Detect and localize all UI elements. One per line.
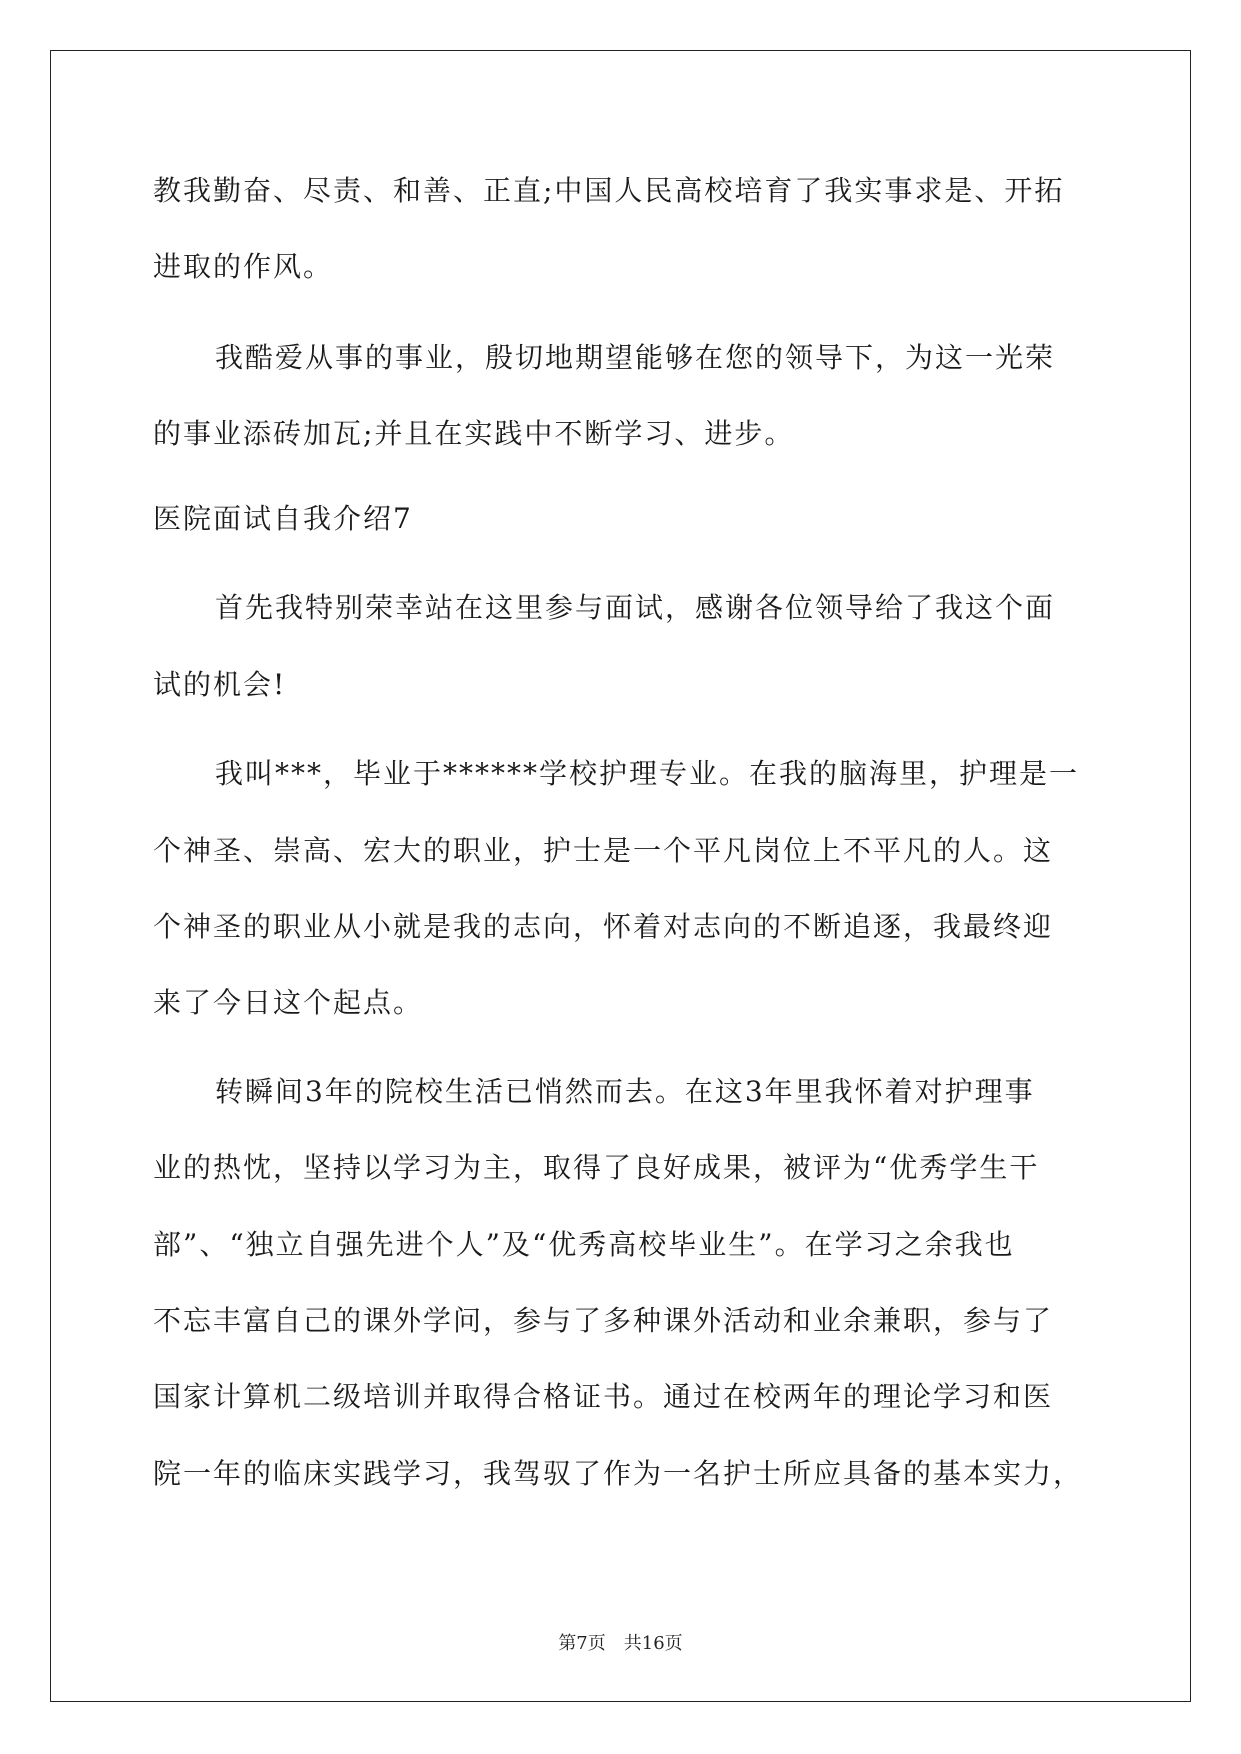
paragraph-start-line: 我叫***，毕业于******学校护理专业。在我的脑海里，护理是一 [215,757,1080,790]
text-line: 教我勤奋、尽责、和善、正直;中国人民高校培育了我实事求是、开拓 [153,174,1065,207]
text-line: 个神圣的职业从小就是我的志向，怀着对志向的不断追逐，我最终迎 [153,910,1054,943]
page-total: 共16页 [623,1633,683,1654]
text-line: 不忘丰富自己的课外学问，参与了多种课外活动和业余兼职，参与了 [153,1304,1054,1337]
paragraph-start-line: 我酷爱从事的事业，殷切地期望能够在您的领导下，为这一光荣 [215,341,1056,374]
paragraph-start-line: 转瞬间3年的院校生活已悄然而去。在这3年里我怀着对护理事 [215,1075,1035,1108]
text-line: 业的热忱，坚持以学习为主，取得了良好成果，被评为“优秀学生干 [153,1151,1040,1184]
text-line: 院一年的临床实践学习，我驾驭了作为一名护士所应具备的基本实力， [153,1457,1084,1490]
page-number: 第7页 [558,1633,606,1654]
page-footer [0,1632,1241,1656]
text-line: 国家计算机二级培训并取得合格证书。通过在校两年的理论学习和医 [153,1380,1054,1413]
text-line: 部”、“独立自强先进个人”及“优秀高校毕业生”。在学习之余我也 [153,1228,1015,1261]
text-line: 来了今日这个起点。 [153,986,424,1019]
text-line: 进取的作风。 [153,250,334,283]
section-heading: 医院面试自我介绍7 [153,502,413,535]
text-line: 试的机会! [153,668,287,701]
text-line: 个神圣、崇高、宏大的职业，护士是一个平凡岗位上不平凡的人。这 [153,834,1054,867]
text-line: 的事业添砖加瓦;并且在实践中不断学习、进步。 [153,417,795,450]
paragraph-start-line: 首先我特别荣幸站在这里参与面试，感谢各位领导给了我这个面 [215,591,1056,624]
